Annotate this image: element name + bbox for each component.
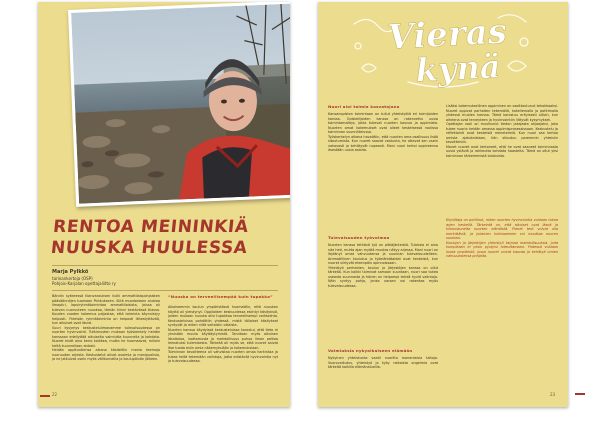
headline-line-1: RENTOA MEININKIÄ	[52, 217, 250, 237]
right-column-1-heading-2: Tulevaisuuden työvoimaa	[328, 235, 390, 240]
headline-line-2: NUUSKA HUULESSA	[49, 238, 249, 258]
left-column-2-text: Aikaisemmin koulun ympäristössä huomattiin, että nuuskan käyttö oli yleistynyt. Oppilaiden keskuudessa esiintyi käsityksiä, joiden mukaan nuuska olisi tupakkaa terveellisempi vaihtoehto. Keskusteluissa pohdittiin yhdessä, mistä tällaiset käsitykset syntyvät ja miten niitä voitaisiin oikaista. Nuorten kanssa käydyissä keskusteluissa korostui, että tieto ei yksinään muuta käyttäytymistä. Tarvitaan myös aikuisen läsnäoloa, luottamusta ja mahdollisuus puhua ilman pelkoa leimatuksi tulemisesta. Tärkeää oli myös se, että nuoret saivat itse tuoda esiin omia näkemyksiään ja kokemuksiaan. Toiminnan tavoitteena oli vahvistaa nuorten omaa harkintaa ja tukea heitä tekemään valintoja, jotka edistävät hyvinvointia nyt ja tulevaisuudessa.	[168, 305, 278, 363]
left-column-2-heading: “Nuuska on terveellisempää kuin tupakka”	[168, 294, 273, 299]
title-art-line-2: kynä	[414, 47, 502, 90]
left-column-1-text: Bändin sykkeessä tilanvarauksen kulki ammattilaispohjaisten pääsäännöjen tuomaan Pohkukseen. Siitä muodostaen alustaa ilmapiiri, lapsiryhmätoimintaa ammattilaisista, joissa oli tulevan nuoruuteen nuuskaa, tämän kiinni kestävässä tilassa. Kuuden vuoden kokemus paljastaa, että toiminta käynnistyy helposti. Yhteisön ryhmätoiminta on helposti lähestyttävää, kun aikuiset ovat läsnä. Suuri kysymys keskusteluilmanamme tulevaisuudessa on nuorten hyvinvointi. Tutkimusten mukaan työskentely heidän kanssaan edellyttää aikuiselta valmiutta kuunnella ja kohdata. Nuoret eivät aina kerro kaikkea, mutta he huomaavat, milloin heitä kuunnellaan aidosti. Heidän oppituntiensa aikana käsiteltiin monia teemoja nuoruuden arjesta. Keskustelut olivat avoimia ja monipuolisia, ja ne jatkuivat usein myös välitunneilla ja koulupäivän jälkeen.	[52, 294, 160, 361]
vieraskyna-title-art	[348, 6, 538, 92]
left-page-number: 22	[52, 392, 58, 397]
left-page-marker	[40, 395, 50, 397]
portrait-photo-frame	[68, 2, 290, 207]
byline	[52, 270, 172, 287]
author-org: Pohjois-Karjalan opettajaliitto ry	[52, 281, 116, 287]
right-page	[318, 2, 568, 407]
right-column-1-text-3: Nykyinen yhteiskunta vaatii nuorilta monenlaisia taitoja. Vuorovaikutus, yhteistyö ja kyky ratkaista ongelmia ovat tärkeitä kaikilla elämänalueilla.	[328, 356, 438, 369]
right-column-1-text-1: Kansanopiston toimintaan on tullut yhteistyötä eri toimijoiden kanssa. Opiskelijoiden kanssa on rakennettu uusia toimintamalleja, jotka tukevat nuorten kasvua ja oppimista. Nuorten omat kokemukset ovat olleet keskeisessä roolissa toiminnan suunnittelussa. Työskentelyn aikana havaittiin, että nuorten oma osallisuus lisää sitoutumista. Kun nuoret saavat vastuuta, he ottavat sen usein vakavasti ja kehittyvät nopeasti. Moni nuori kertoi oppineensa itsestään uusia asioita.	[328, 112, 438, 152]
right-column-1-text-2: Nuorten kanssa tehtävä työ on pitkäjänteistä. Tuloksia ei aina näe heti, mutta ajan myötä muutos näkyy arjessa. Moni nuori on löytänyt omat vahvuutensa ja suunnan tulevaisuudelleen. Ammatillinen koulutus ja työelämätaidot ovat keskeisiä, kun nuoret siirtyvät eteenpäin opinnoissaan. Yhteistyö perheiden, koulun ja järjestöjen kanssa on ollut tärkeää. Kun kaikki toimivat samaan suuntaan, nuori saa tukea useasta suunnasta ja hänen on helpompi tehdä hyviä valintoja. Näin syntyy pohja, jonka varaan voi rakentaa myös tulevaisuudessa.	[328, 243, 438, 288]
right-column-2-text: Lisäksi kokemuksellinen oppiminen on osoittautunut tehokkaaksi. Nuoret oppivat parhaiten tekemällä, kokeilemalla ja pohtimalla yhdessä muiden kanssa. Tämä korostuu erityisesti silloin, kun aiheena ovat terveyteen ja hyvinvointiin liittyvät kysymykset. Opettajan rooli on muuttunut tiedon jakajasta ohjaajaksi, joka tukee nuoria heidän omassa oppimisprosessissaan. Keskustelu ja reflektointi ovat keskeisiä menetelmiä. Kun nuori saa kertoa omista ajatuksistaan, hän sitoutuu paremmin yhteisiin tavoitteisiin. Monet nuoret ovat kertoneet, että he ovat saaneet toiminnasta uusia ystäviä ja rohkeutta kohdata haasteita. Tämä on ollut yksi toiminnan tärkeimmistä tuloksista.	[446, 104, 558, 158]
byline-rule	[52, 290, 278, 291]
right-page-marker	[575, 393, 585, 395]
title-art-line-1: Vieras	[386, 11, 508, 58]
left-page	[38, 2, 290, 407]
author-name: Marja Pylkkö	[52, 269, 89, 275]
headline-rule	[52, 265, 278, 266]
author-title: tarinankertoja (OSP)	[52, 275, 93, 281]
right-column-1-heading-1: Nuori aloi toimia kasvatajana	[328, 104, 400, 109]
article-headline	[50, 217, 284, 259]
right-column-1-heading-3: Valmiuksia nykyaikaiseen elämään	[328, 348, 413, 353]
right-column-2-closing-text: Kirjoittaja on pohtinut, miten nuorten hyvinvointia voidaan tukea arjen keskellä. Tärkeintä on, että aikuiset ovat läsnä ja kiinnostuneita nuorten elämästä. Pienet teot voivat olla merkittäviä, ja jokainen kohtaaminen voi muuttaa nuoren suuntaa. Koulujen ja järjestöjen yhteistyö tarjoaa mahdollisuuksia, joita kumpikaan ei yksin pystyisi toteuttamaan. Yhdessä voidaan luoda ympäristö, jossa nuoret voivat kasvaa ja kehittyä omien vahvuuksiensa pohjalta.	[446, 218, 558, 258]
right-page-number: 23	[550, 392, 556, 397]
portrait-photo	[71, 3, 290, 203]
